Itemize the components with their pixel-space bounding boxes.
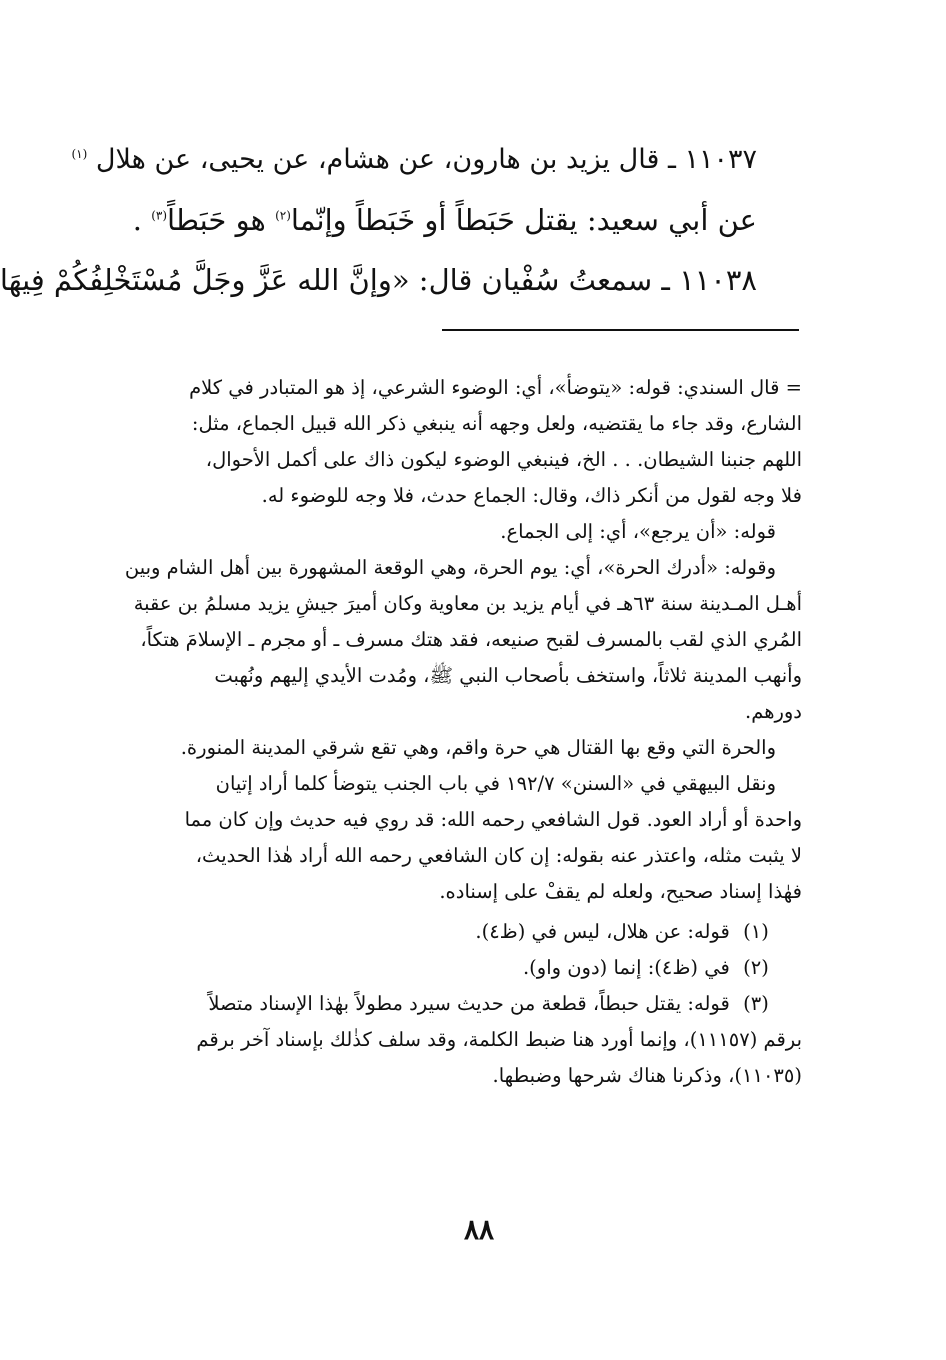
hadith-11037-line	[71, 130, 757, 190]
commentary-line: فهٰذا إسناد صحيح، ولعله لم يقفْ على إسناده.	[439, 880, 802, 903]
footnote-number: (٢)	[743, 956, 769, 979]
commentary-line: وقوله: «أدرك الحرة»، أي: يوم الحرة، وهي الوقعة المشهورة بين أهل الشام وبين	[124, 556, 776, 579]
commentary-line: والحرة التي وقع بها القتال هي حرة واقم، وهي تقع شرقي المدينة المنورة.	[180, 736, 776, 759]
commentary-line: ونقل البيهقي في «السنن» ١٩٢/٧ في باب الجنب يتوضأ كلما أراد إتيان	[215, 772, 776, 795]
footnote-number: (١)	[743, 920, 769, 943]
commentary-line: وأنهب المدينة ثلاثاً، واستخف بأصحاب النبي ﷺ، ومُدت الأيدي إليهم ونُهبت	[214, 664, 802, 687]
commentary-line: الشارع، وقد جاء ما يقتضيه، ولعل وجهه أنه ينبغي ذكر الله قبيل الجماع، مثل:	[191, 412, 802, 435]
footnote-number: (٣)	[743, 992, 769, 1015]
commentary-line: أهـل المـدينة سنة ٦٣هـ في أيام يزيد بن معاوية وكان أميرَ جيشِ يزيد مسلمُ بن عقبة	[133, 592, 802, 615]
hadith-text	[0, 130, 757, 310]
footnote-2	[122, 950, 802, 986]
hadith-11037-text-part3: .	[132, 203, 152, 237]
footnote-1	[122, 914, 802, 950]
commentary-line: قوله: «أن يرجع»، أي: إلى الجماع.	[500, 520, 776, 543]
hadith-11037-text-part2: هو حَبَطاً	[167, 203, 276, 237]
page-number: ٨٨	[463, 1213, 495, 1246]
footnote-text: في (ظ٤): إنما (دون واو).	[522, 956, 730, 979]
footnote-3	[122, 986, 802, 1022]
footnote-text: قوله: يقتل حبطاً، قطعة من حديث سيرد مطولاً بهٰذا الإسناد متصلاً	[208, 992, 730, 1015]
commentary-line: اللهم جنبنا الشيطان. . . الخ، فينبغي الوضوء ليكون ذاك على أكمل الأحوال،	[205, 448, 802, 471]
footnote-marker-2: (٢)	[275, 208, 291, 223]
commentary-line: دورهم.	[745, 700, 802, 723]
footnote-text: قوله: عن هلال، ليس في (ظ٤).	[475, 920, 730, 943]
hadith-11037-continuation	[92, 190, 757, 250]
hadith-11038-line: ١١٠٣٨ ـ سمعتُ سُفْيان قال: «وإنَّ الله عَزَّ وجَلَّ مُسْتَخْلِفُكُمْ فِيهَا	[0, 263, 757, 297]
commentary-line: فلا وجه لقول من أنكر ذاك، وقال: الجماع حدث، فلا وجه للوضوء له.	[261, 484, 802, 507]
footnote-marker-3: (٣)	[151, 208, 168, 223]
footnote-divider	[442, 329, 799, 331]
commentary-line: المُري الذي لقب بالمسرف لقبح صنيعه، فقد هتك مسرف ـ أو مجرم ـ الإسلامَ هتكاً،	[140, 628, 802, 651]
commentary-line: واحدة أو أراد العود. قول الشافعي رحمه الله: قد روي فيه حديث وإن كان مما	[184, 808, 802, 831]
commentary-line: لا يثبت مثله، واعتذر عنه بقوله: إن كان الشافعي رحمه الله أراد هٰذا الحديث،	[195, 844, 802, 867]
hadith-11037-text: ١١٠٣٧ ـ قال يزيد بن هارون، عن هشام، عن يحيى، عن هلال	[95, 144, 757, 175]
footnote-3-continuation: (١١٠٣٥)، وذكرنا هناك شرحها وضبطها.	[492, 1064, 802, 1087]
footnote-marker-1: (١)	[71, 147, 88, 161]
hadith-11037-text-part1: عن أبي سعيد: يقتل حَبَطاً أو خَبَطاً وإنّما	[290, 203, 757, 237]
footnote-3-continuation: برقم (١١١٥٧)، وإنما أورد هنا ضبط الكلمة، وقد سلف كذٰلك بإسناد آخر برقم	[196, 1028, 802, 1051]
commentary-line: = قال السندي: قوله: «يتوضأ»، أي: الوضوء الشرعي، إذ هو المتبادر في كلام	[189, 376, 802, 399]
commentary-section	[122, 370, 802, 1094]
